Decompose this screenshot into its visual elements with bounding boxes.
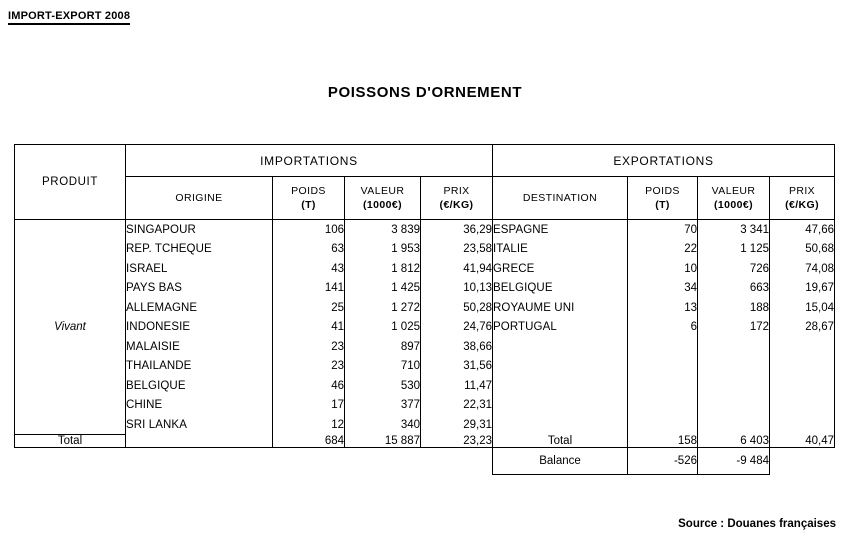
column-header-import-poids-label: POIDS: [291, 185, 326, 197]
export-empty-cell: [628, 357, 698, 377]
column-header-export-valeur-label: VALEUR: [711, 185, 756, 197]
import-valeur-value: 1 953: [345, 240, 421, 260]
export-prix-value: 74,08: [770, 259, 835, 279]
import-origin-name: SRI LANKA: [126, 415, 273, 435]
imports-total-spacer: [126, 435, 273, 448]
document-header: [8, 6, 130, 25]
export-poids-value: 70: [628, 220, 698, 240]
export-empty-cell: [698, 376, 770, 396]
imports-total-label: Total: [15, 435, 126, 448]
import-valeur-value: 3 839: [345, 220, 421, 240]
export-valeur-value: 663: [698, 279, 770, 299]
import-prix-value: 41,94: [463, 262, 492, 275]
export-prix-value: 50,68: [770, 240, 835, 260]
import-prix-value: 24,76: [463, 321, 492, 334]
column-header-export-poids: [628, 177, 698, 220]
import-valeur-value: 1 025: [345, 318, 421, 338]
document-header-label: IMPORT-EXPORT 2008: [8, 10, 130, 25]
balance-empty-cell: [345, 448, 421, 475]
import-origin-name: ISRAEL: [126, 259, 273, 279]
export-poids-value: 22: [628, 240, 698, 260]
table-row: [15, 259, 835, 279]
import-poids-value: 12: [273, 415, 345, 435]
table-row: [15, 298, 835, 318]
export-destination-name: BELGIQUE: [493, 279, 628, 299]
export-empty-cell: [698, 357, 770, 377]
export-empty-cell: [698, 415, 770, 435]
export-valeur-value: 1 125: [698, 240, 770, 260]
balance-empty-cell: [126, 448, 273, 475]
balance-label: Balance: [493, 448, 628, 475]
export-destination-name: PORTUGAL: [493, 318, 628, 338]
export-prix-value: 19,67: [770, 279, 835, 299]
export-destination-name: GRECE: [493, 259, 628, 279]
export-prix-value: 15,04: [770, 298, 835, 318]
import-valeur-value: 710: [345, 357, 421, 377]
table-row: [15, 396, 835, 416]
import-poids-value: 63: [273, 240, 345, 260]
export-poids-value: 34: [628, 279, 698, 299]
import-poids-value: 141: [273, 279, 345, 299]
column-header-import-prix: [421, 177, 493, 220]
import-origin-name: SINGAPOUR: [126, 220, 273, 240]
import-valeur-value: 1 272: [345, 298, 421, 318]
import-prix-value: 29,31: [463, 418, 492, 431]
export-valeur-value: 188: [698, 298, 770, 318]
group-header-exportations: EXPORTATIONS: [493, 145, 835, 177]
imports-total-valeur: 15 887: [345, 435, 421, 448]
export-prix-value: 28,67: [770, 318, 835, 338]
export-empty-cell: [628, 376, 698, 396]
import-prix-value: 10,13: [463, 282, 492, 295]
column-header-import-valeur-label: VALEUR: [360, 185, 405, 197]
table-row: [15, 279, 835, 299]
import-prix-value: 36,29: [463, 223, 492, 236]
import-origin-name: ALLEMAGNE: [126, 298, 273, 318]
import-valeur-value: 1 812: [345, 259, 421, 279]
import-valeur-value: 530: [345, 376, 421, 396]
export-empty-cell: [770, 357, 835, 377]
import-valeur-value: 377: [345, 396, 421, 416]
export-poids-value: 13: [628, 298, 698, 318]
column-header-export-prix-unit: (€/KG): [785, 199, 819, 211]
column-header-origine: ORIGINE: [126, 177, 273, 220]
column-header-export-prix-label: PRIX: [788, 185, 816, 197]
import-prix-value: 38,66: [463, 340, 492, 353]
exports-total-valeur: 6 403: [698, 435, 770, 448]
import-poids-value: 17: [273, 396, 345, 416]
column-header-import-poids: [273, 177, 345, 220]
column-header-import-prix-label: PRIX: [443, 185, 470, 197]
import-poids-value: 41: [273, 318, 345, 338]
export-prix-value: 47,66: [770, 220, 835, 240]
export-empty-cell: [493, 357, 628, 377]
product-label-vivant: Vivant: [15, 220, 126, 435]
export-poids-value: 6: [628, 318, 698, 338]
column-header-export-poids-label: POIDS: [645, 185, 680, 197]
column-header-import-valeur: [345, 177, 421, 220]
column-header-import-valeur-unit: (1000€): [363, 199, 402, 211]
import-origin-name: PAYS BAS: [126, 279, 273, 299]
export-empty-cell: [628, 415, 698, 435]
imports-total-prix: 23,23: [421, 435, 493, 448]
column-header-import-poids-unit: (T): [301, 199, 316, 211]
import-origin-name: MALAISIE: [126, 337, 273, 357]
export-valeur-value: 3 341: [698, 220, 770, 240]
export-empty-cell: [628, 337, 698, 357]
export-empty-cell: [698, 396, 770, 416]
import-valeur-value: 1 425: [345, 279, 421, 299]
source-note: Source : Douanes françaises: [678, 518, 836, 530]
import-valeur-value: 340: [345, 415, 421, 435]
exports-total-prix: 40,47: [770, 435, 835, 448]
export-empty-cell: [493, 396, 628, 416]
export-valeur-value: 726: [698, 259, 770, 279]
column-header-export-valeur-unit: (1000€): [714, 199, 753, 211]
group-header-importations: IMPORTATIONS: [126, 145, 493, 177]
import-origin-name: REP. TCHEQUE: [126, 240, 273, 260]
import-prix-value: 31,56: [463, 360, 492, 373]
imports-total-poids: 684: [273, 435, 345, 448]
export-destination-name: ITALIE: [493, 240, 628, 260]
group-header-row: [15, 145, 835, 177]
balance-row: [15, 448, 835, 475]
balance-empty-cell: [421, 448, 493, 475]
export-empty-cell: [770, 396, 835, 416]
table-row: [15, 318, 835, 338]
export-empty-cell: [770, 337, 835, 357]
import-prix-value: 11,47: [464, 379, 492, 392]
export-destination-name: ESPAGNE: [493, 220, 628, 240]
page-title: POISSONS D'ORNEMENT: [327, 84, 523, 101]
export-empty-cell: [628, 396, 698, 416]
balance-empty-cell: [273, 448, 345, 475]
table-row: [15, 357, 835, 377]
balance-poids-value: -526: [628, 448, 698, 475]
column-header-produit: PRODUIT: [15, 145, 126, 220]
import-origin-name: INDONESIE: [126, 318, 273, 338]
export-destination-name: ROYAUME UNI: [493, 298, 628, 318]
table-row: [15, 220, 835, 240]
exports-total-poids: 158: [628, 435, 698, 448]
import-prix-value: 50,28: [463, 301, 492, 314]
export-empty-cell: [770, 415, 835, 435]
import-origin-name: THAILANDE: [126, 357, 273, 377]
import-poids-value: 25: [273, 298, 345, 318]
import-poids-value: 43: [273, 259, 345, 279]
export-poids-value: 10: [628, 259, 698, 279]
import-poids-value: 23: [273, 337, 345, 357]
column-header-destination: DESTINATION: [493, 177, 628, 220]
export-valeur-value: 172: [698, 318, 770, 338]
column-header-import-prix-unit: (€/KG): [439, 199, 474, 211]
balance-empty-cell: [15, 448, 126, 475]
column-header-export-prix: [770, 177, 835, 220]
export-empty-cell: [770, 376, 835, 396]
import-valeur-value: 897: [345, 337, 421, 357]
export-empty-cell: [493, 415, 628, 435]
table-row: [15, 415, 835, 435]
column-header-row: [15, 177, 835, 220]
balance-empty-cell: [770, 448, 835, 475]
import-origin-name: BELGIQUE: [126, 376, 273, 396]
import-poids-value: 23: [273, 357, 345, 377]
column-header-export-poids-unit: (T): [655, 199, 670, 211]
table-row: [15, 376, 835, 396]
import-origin-name: CHINE: [126, 396, 273, 416]
import-export-table: [14, 144, 835, 475]
export-empty-cell: [698, 337, 770, 357]
import-poids-value: 46: [273, 376, 345, 396]
import-poids-value: 106: [273, 220, 345, 240]
column-header-export-valeur: [698, 177, 770, 220]
exports-total-label: Total: [493, 435, 628, 448]
import-prix-value: 22,31: [463, 399, 492, 412]
export-empty-cell: [493, 376, 628, 396]
export-empty-cell: [493, 337, 628, 357]
table-row: [15, 240, 835, 260]
import-prix-value: 23,58: [463, 243, 492, 256]
table-row: [15, 337, 835, 357]
balance-valeur-value: -9 484: [698, 448, 770, 475]
totals-row: [15, 435, 835, 448]
